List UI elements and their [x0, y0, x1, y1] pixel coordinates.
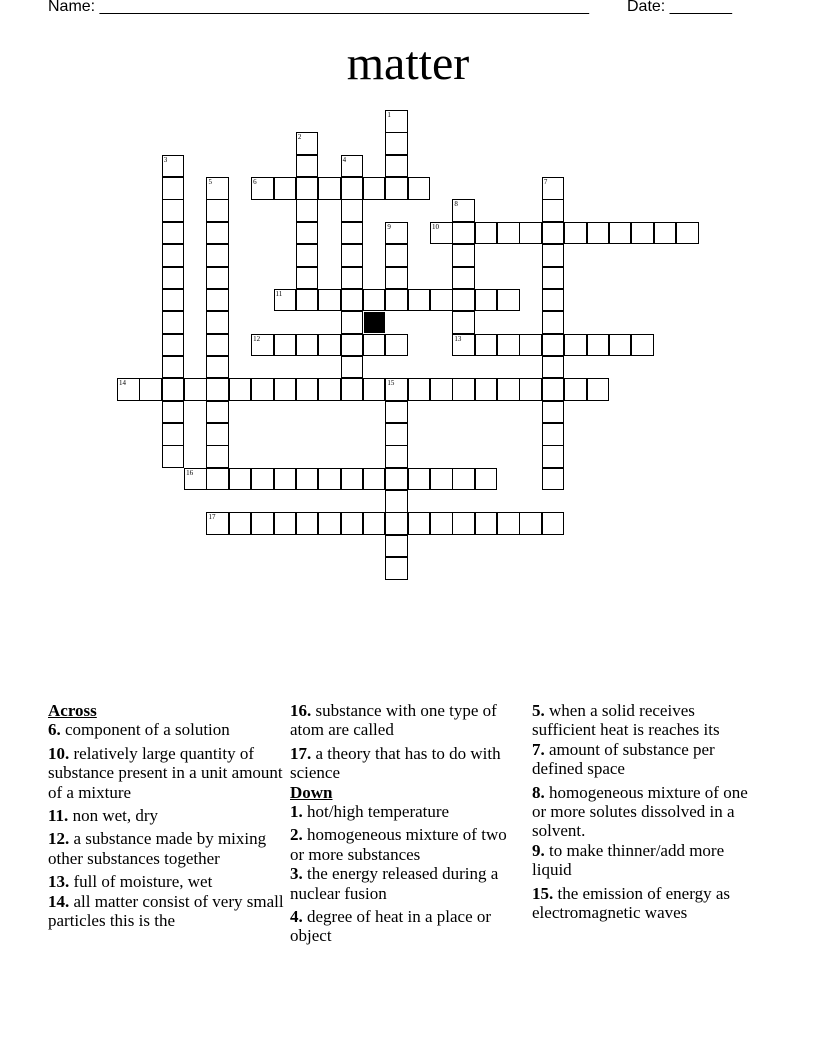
cell-number: 11 — [275, 289, 283, 298]
grid-cell[interactable] — [296, 132, 319, 155]
grid-cell[interactable] — [251, 468, 274, 491]
grid-cell[interactable] — [654, 222, 677, 245]
grid-cell[interactable] — [296, 468, 319, 491]
clue-column-1 — [48, 701, 288, 934]
grid-cell[interactable] — [318, 468, 341, 491]
cell-number: 13 — [454, 334, 462, 343]
grid-cell[interactable] — [609, 222, 632, 245]
grid-cell[interactable] — [139, 378, 162, 401]
grid-cell[interactable] — [542, 244, 565, 267]
grid-cell[interactable] — [385, 155, 408, 178]
clue-column-3 — [532, 701, 757, 926]
grid-cell[interactable] — [452, 468, 475, 491]
across-clue: 11. non wet, dry — [48, 806, 159, 826]
down-clue: 3. the energy released during a nuclear fusion — [290, 864, 499, 903]
grid-cell[interactable] — [519, 378, 542, 401]
grid-cell[interactable] — [274, 334, 297, 357]
grid-cell[interactable] — [341, 222, 364, 245]
grid-cell[interactable] — [452, 199, 475, 222]
grid-cell[interactable] — [452, 378, 475, 401]
cell-number: 6 — [253, 178, 257, 187]
grid-cell[interactable] — [363, 468, 386, 491]
cell-number: 10 — [432, 222, 440, 231]
grid-cell[interactable] — [475, 334, 498, 357]
grid-cell[interactable] — [475, 378, 498, 401]
grid-cell[interactable] — [206, 401, 229, 424]
grid-cell[interactable] — [408, 289, 431, 312]
grid-cell[interactable] — [587, 222, 610, 245]
grid-cell[interactable] — [184, 468, 207, 491]
grid-cell[interactable] — [296, 334, 319, 357]
down-clue: 15. the emission of energy as electromagnetic waves — [532, 883, 730, 923]
grid-cell[interactable] — [564, 222, 587, 245]
grid-cell[interactable] — [385, 334, 408, 357]
grid-cell[interactable] — [296, 512, 319, 535]
grid-cell[interactable] — [341, 356, 364, 379]
grid-cell[interactable] — [341, 155, 364, 178]
grid-cell[interactable] — [296, 378, 319, 401]
cell-number: 4 — [342, 155, 347, 164]
down-clue: 9. to make thinner/add more liquid — [532, 840, 725, 880]
down-clue: 1. hot/high temperature — [290, 802, 450, 822]
grid-cell[interactable] — [475, 222, 498, 245]
clue-column-2 — [290, 701, 515, 950]
grid-cell[interactable] — [206, 334, 229, 357]
grid-cell[interactable] — [542, 199, 565, 222]
grid-cell[interactable] — [542, 356, 565, 379]
grid-cell[interactable] — [206, 311, 229, 334]
cell-number: 8 — [454, 200, 458, 209]
grid-cell[interactable] — [542, 445, 565, 468]
grid-cell[interactable] — [229, 468, 252, 491]
grid-cell[interactable] — [162, 267, 185, 290]
grid-cell[interactable] — [363, 289, 386, 312]
grid-cell[interactable] — [385, 468, 408, 491]
grid-cell[interactable] — [631, 334, 654, 357]
grid-cell[interactable] — [564, 378, 587, 401]
grid-cell[interactable] — [162, 177, 185, 200]
grid-cell[interactable] — [251, 334, 274, 357]
grid-cell[interactable] — [542, 512, 565, 535]
grid-cell[interactable] — [430, 222, 453, 245]
grid-cell[interactable] — [452, 267, 475, 290]
grid-cell[interactable] — [587, 334, 610, 357]
grid-cell[interactable] — [408, 177, 431, 200]
grid-cell[interactable] — [475, 468, 498, 491]
grid-cell[interactable] — [408, 512, 431, 535]
grid-cell[interactable] — [251, 378, 274, 401]
grid-cell[interactable] — [162, 311, 185, 334]
cell-number: 7 — [543, 178, 548, 187]
grid-cell[interactable] — [206, 445, 229, 468]
grid-cell[interactable] — [162, 445, 185, 468]
grid-cell[interactable] — [162, 222, 185, 245]
cell-number: 1 — [387, 111, 391, 119]
down-clue: 8. homogeneous mixture of one or more solutes dissolved in a solvent. — [532, 782, 748, 841]
across-clue: 16. substance with one type of atom are called — [290, 701, 497, 740]
across-heading: Across — [48, 701, 97, 720]
grid-cell[interactable] — [542, 311, 565, 334]
grid-cell[interactable] — [385, 557, 408, 580]
grid-cell[interactable] — [542, 177, 565, 200]
grid-cell[interactable] — [385, 177, 408, 200]
grid-cell[interactable] — [274, 468, 297, 491]
across-clue: 14. all matter consist of very small particles this is the — [48, 891, 284, 931]
grid-cell[interactable] — [452, 289, 475, 312]
grid-cell[interactable] — [363, 378, 386, 401]
grid-cell[interactable] — [519, 222, 542, 245]
grid-cell[interactable] — [274, 289, 297, 312]
grid-cell[interactable] — [430, 289, 453, 312]
grid-cell[interactable] — [206, 378, 229, 401]
cell-number: 17 — [208, 513, 216, 522]
grid-cell[interactable] — [296, 199, 319, 222]
grid-cell[interactable] — [385, 222, 408, 245]
grid-cell[interactable] — [274, 378, 297, 401]
across-clue: 13. full of moisture, wet — [48, 872, 213, 892]
grid-cell[interactable] — [452, 512, 475, 535]
grid-cell[interactable] — [497, 378, 520, 401]
grid-cell[interactable] — [609, 334, 632, 357]
grid-cell[interactable] — [341, 378, 364, 401]
down-clue: 5. when a solid receives sufficient heat is reaches its — [532, 701, 720, 740]
cell-number: 16 — [186, 468, 194, 477]
grid-cell[interactable] — [162, 356, 185, 379]
grid-cell[interactable] — [274, 512, 297, 535]
grid-cell[interactable] — [162, 401, 185, 424]
grid-cell[interactable] — [341, 311, 364, 334]
grid-cell[interactable] — [296, 244, 319, 267]
cell-number: 12 — [253, 334, 261, 343]
grid-cell[interactable] — [318, 334, 341, 357]
grid-cell[interactable] — [341, 199, 364, 222]
grid-cell[interactable] — [296, 177, 319, 200]
grid-cell[interactable] — [363, 512, 386, 535]
name-field[interactable]: Name: _______________________________________________________ — [48, 0, 589, 15]
grid-cell[interactable] — [206, 199, 229, 222]
date-field[interactable]: Date: _______ — [627, 0, 732, 15]
grid-cell[interactable] — [497, 334, 520, 357]
cell-number: 5 — [208, 178, 212, 187]
grid-cell[interactable] — [497, 222, 520, 245]
grid-cell[interactable] — [296, 289, 319, 312]
grid-cell[interactable] — [385, 267, 408, 290]
grid-cell[interactable] — [251, 512, 274, 535]
grid-cell[interactable] — [542, 378, 565, 401]
grid-cell[interactable] — [162, 334, 185, 357]
grid-cell[interactable] — [385, 110, 408, 133]
down-clue: 4. degree of heat in a place or object — [290, 907, 492, 946]
grid-cell[interactable] — [206, 423, 229, 446]
cell-number: 2 — [297, 133, 302, 142]
grid-cell[interactable] — [497, 512, 520, 535]
grid-cell[interactable] — [542, 401, 565, 424]
grid-cell[interactable] — [318, 378, 341, 401]
grid-cell[interactable] — [206, 289, 229, 312]
grid-cell[interactable] — [341, 468, 364, 491]
grid-cell[interactable] — [542, 222, 565, 245]
grid-cell[interactable] — [430, 378, 453, 401]
grid-cell[interactable] — [564, 334, 587, 357]
grid-cell[interactable] — [341, 267, 364, 290]
grid-cell[interactable] — [475, 289, 498, 312]
grid-cell[interactable] — [676, 222, 699, 245]
grid-cell[interactable] — [542, 289, 565, 312]
grid-cell[interactable] — [229, 512, 252, 535]
grid-cell[interactable] — [452, 334, 475, 357]
grid-cell[interactable] — [162, 155, 185, 178]
grid-cell[interactable] — [363, 334, 386, 357]
grid-cell[interactable] — [452, 222, 475, 245]
grid-cell[interactable] — [385, 490, 408, 513]
grid-cell[interactable] — [206, 356, 229, 379]
grid-cell[interactable] — [341, 334, 364, 357]
grid-cell[interactable] — [385, 289, 408, 312]
grid-cell[interactable] — [385, 512, 408, 535]
grid-cell[interactable] — [430, 468, 453, 491]
grid-cell[interactable] — [162, 199, 185, 222]
grid-cell[interactable] — [542, 334, 565, 357]
across-clue: 6. component of a solution — [48, 720, 230, 740]
grid-cell[interactable] — [206, 222, 229, 245]
cell-number: 15 — [387, 379, 395, 388]
black-cell — [364, 312, 385, 333]
grid-cell[interactable] — [385, 132, 408, 155]
grid-cell[interactable] — [452, 244, 475, 267]
grid-cell[interactable] — [430, 512, 453, 535]
grid-cell[interactable] — [206, 177, 229, 200]
grid-cell[interactable] — [162, 244, 185, 267]
cell-number: 3 — [163, 155, 168, 164]
grid-cell[interactable] — [117, 378, 140, 401]
grid-cell[interactable] — [341, 177, 364, 200]
grid-cell[interactable] — [452, 311, 475, 334]
grid-cell[interactable] — [274, 177, 297, 200]
cell-number: 9 — [387, 222, 391, 231]
grid-cell[interactable] — [341, 512, 364, 535]
grid-cell[interactable] — [542, 267, 565, 290]
across-clue: 12. a substance made by mixing other substances together — [48, 829, 267, 868]
grid-cell[interactable] — [318, 512, 341, 535]
grid-cell[interactable] — [408, 468, 431, 491]
grid-cell[interactable] — [206, 267, 229, 290]
grid-cell[interactable] — [206, 244, 229, 267]
grid-cell[interactable] — [385, 244, 408, 267]
grid-cell[interactable] — [296, 155, 319, 178]
grid-cell[interactable] — [519, 334, 542, 357]
grid-cell[interactable] — [341, 244, 364, 267]
across-clue: 10. relatively large quantity of substance present in a unit amount of a mixture — [48, 743, 283, 802]
grid-cell[interactable] — [162, 378, 185, 401]
down-heading: Down — [290, 782, 333, 802]
grid-cell[interactable] — [318, 289, 341, 312]
grid-cell[interactable] — [206, 468, 229, 491]
grid-cell[interactable] — [385, 401, 408, 424]
grid-cell[interactable] — [162, 289, 185, 312]
puzzle-title: matter — [346, 37, 470, 90]
grid-cell[interactable] — [408, 378, 431, 401]
grid-cell[interactable] — [475, 512, 498, 535]
grid-cell[interactable] — [296, 267, 319, 290]
grid-cell[interactable] — [162, 423, 185, 446]
across-clue: 17. a theory that has to do with science — [290, 743, 501, 783]
grid-cell[interactable] — [385, 535, 408, 558]
grid-cell[interactable] — [206, 512, 229, 535]
grid-cell[interactable] — [318, 177, 341, 200]
down-clue: 7. amount of substance per defined space — [532, 739, 715, 779]
grid-cell[interactable] — [631, 222, 654, 245]
grid-cell[interactable] — [587, 378, 610, 401]
grid-cell[interactable] — [363, 177, 386, 200]
grid-cell[interactable] — [519, 512, 542, 535]
grid-cell[interactable] — [251, 177, 274, 200]
grid-cell[interactable] — [497, 289, 520, 312]
grid-cell[interactable] — [229, 378, 252, 401]
grid-cell[interactable] — [385, 423, 408, 446]
grid-cell[interactable] — [542, 468, 565, 491]
down-clue: 2. homogeneous mixture of two or more substances — [290, 825, 507, 864]
grid-cell[interactable] — [296, 222, 319, 245]
grid-cell[interactable] — [385, 445, 408, 468]
grid-cell[interactable] — [341, 289, 364, 312]
grid-cell[interactable] — [385, 378, 408, 401]
grid-cell[interactable] — [542, 423, 565, 446]
grid-cell[interactable] — [184, 378, 207, 401]
cell-number: 14 — [119, 379, 126, 388]
